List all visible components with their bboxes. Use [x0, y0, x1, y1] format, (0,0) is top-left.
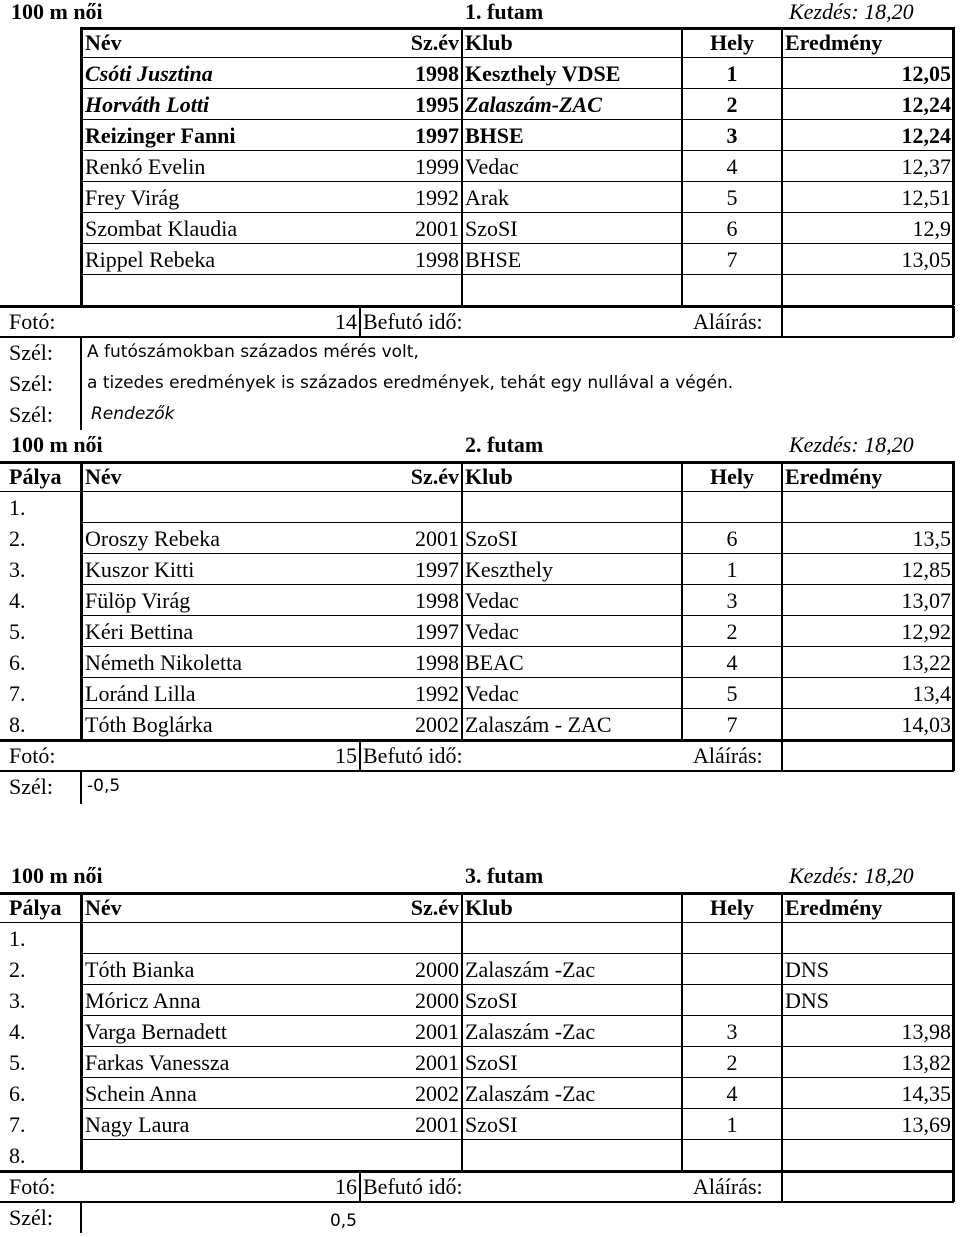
- club: BEAC: [465, 650, 524, 675]
- result: 12,51: [901, 185, 951, 210]
- event-title: 100 m női: [11, 432, 103, 457]
- col-result-header: Eredmény: [785, 30, 883, 55]
- heat3-title-row: [0, 860, 960, 891]
- table-border: [80, 892, 83, 1171]
- table-border: [82, 212, 954, 213]
- club: Vedac: [465, 681, 519, 706]
- table-row: [0, 244, 960, 275]
- event-title: 100 m női: [11, 863, 103, 888]
- lane: 3.: [9, 988, 26, 1013]
- club: SzoSI: [465, 1112, 518, 1137]
- result: 12,05: [901, 61, 951, 86]
- club: Keszthely VDSE: [465, 61, 621, 86]
- heat2-header-row: [0, 461, 960, 492]
- athlete-name: Tóth Bianka: [85, 957, 195, 982]
- athlete-name: Kuszor Kitti: [85, 557, 195, 582]
- birth-year: 1999: [415, 154, 459, 179]
- place: 1: [726, 557, 738, 582]
- table-border: [82, 150, 954, 151]
- table-row: [0, 1016, 960, 1047]
- col-name-header: Név: [85, 30, 122, 55]
- col-lane-header: Pálya: [9, 895, 62, 920]
- heat3-photo-row: [0, 1171, 960, 1202]
- club: Arak: [465, 185, 509, 210]
- table-row: [0, 151, 960, 182]
- club: Zalaszám -Zac: [465, 1019, 596, 1044]
- table-row: [0, 678, 960, 709]
- table-border: [781, 740, 783, 771]
- heat1-wind-row: [0, 337, 960, 368]
- table-border: [952, 306, 955, 337]
- table-border: [952, 892, 955, 1171]
- place: 2: [726, 1050, 738, 1075]
- table-border: [82, 88, 954, 89]
- signature-label: Aláírás:: [693, 309, 763, 334]
- start-time: Kezdés: 18,20: [789, 432, 914, 457]
- table-border: [952, 740, 955, 771]
- col-result-header: Eredmény: [785, 895, 883, 920]
- athlete-name: Schein Anna: [85, 1081, 197, 1106]
- heat2-wind-row: [0, 771, 960, 802]
- table-row: [0, 709, 960, 740]
- lane: 6.: [9, 650, 26, 675]
- table-border: [952, 27, 955, 305]
- table-border: [359, 1171, 361, 1202]
- start-time: Kezdés: 18,20: [789, 0, 914, 24]
- lane: 5.: [9, 1050, 26, 1075]
- lane: 4.: [9, 588, 26, 613]
- table-border: [82, 57, 954, 58]
- result: 13,98: [901, 1019, 951, 1044]
- athlete-name: Németh Nikoletta: [85, 650, 243, 675]
- result: 13,69: [901, 1112, 951, 1137]
- table-row: [0, 1109, 960, 1140]
- table-row: [0, 554, 960, 585]
- result: 12,92: [901, 619, 951, 644]
- heat-title: 1. futam: [465, 0, 544, 24]
- table-border: [82, 953, 954, 954]
- heat1-photo-row: [0, 306, 960, 337]
- athlete-name: Renkó Evelin: [85, 154, 206, 179]
- athlete-name: Móricz Anna: [85, 988, 201, 1013]
- athlete-name: Tóth Boglárka: [85, 712, 213, 737]
- lane: 8.: [9, 1143, 26, 1168]
- birth-year: 1997: [415, 619, 459, 644]
- wind-label: Szél:: [9, 371, 53, 396]
- table-border: [82, 1139, 954, 1140]
- heat2-title-row: [0, 429, 960, 460]
- table-border: [80, 27, 83, 305]
- result: DNS: [785, 957, 830, 982]
- club: Vedac: [465, 619, 519, 644]
- col-year-header: Sz.év: [410, 464, 459, 489]
- birth-year: 2001: [415, 216, 459, 241]
- lane: 1.: [9, 926, 26, 951]
- table-border: [82, 1077, 954, 1078]
- wind-label: Szél:: [9, 1205, 53, 1230]
- athlete-name: Loránd Lilla: [85, 681, 196, 706]
- lane: 8.: [9, 712, 26, 737]
- table-border: [82, 119, 954, 120]
- birth-year: 1998: [415, 650, 459, 675]
- lane: 7.: [9, 1112, 26, 1137]
- table-border: [82, 274, 954, 275]
- birth-year: 2000: [415, 957, 459, 982]
- table-border: [359, 306, 361, 337]
- lane: 6.: [9, 1081, 26, 1106]
- table-border: [82, 677, 954, 678]
- place: 5: [726, 185, 738, 210]
- table-border: [0, 922, 954, 923]
- table-border: [461, 461, 463, 740]
- heat1-header-row: [0, 27, 960, 58]
- birth-year: 2001: [415, 1019, 459, 1044]
- place: 3: [726, 588, 738, 613]
- table-border: [80, 461, 83, 740]
- table-border: [781, 1171, 783, 1202]
- club: Vedac: [465, 154, 519, 179]
- table-border: [681, 461, 683, 740]
- birth-year: 1992: [415, 185, 459, 210]
- table-row: [0, 1078, 960, 1109]
- athlete-name: Horváth Lotti: [85, 92, 210, 117]
- club: BHSE: [465, 123, 524, 148]
- col-lane-header: Pálya: [9, 464, 62, 489]
- table-border: [82, 1015, 954, 1016]
- table-border: [0, 461, 954, 464]
- table-row: [0, 492, 960, 523]
- table-border: [80, 1203, 82, 1233]
- table-border: [80, 338, 82, 430]
- result: 13,07: [901, 588, 951, 613]
- heat1-wind-row: [0, 368, 960, 399]
- table-border: [0, 1201, 954, 1203]
- club: Vedac: [465, 588, 519, 613]
- photo-label: Fotó:: [9, 309, 56, 334]
- event-title: 100 m női: [11, 0, 103, 24]
- table-border: [80, 772, 82, 804]
- birth-year: 1998: [415, 588, 459, 613]
- athlete-name: Oroszy Rebeka: [85, 526, 221, 551]
- col-name-header: Név: [85, 464, 122, 489]
- table-border: [82, 522, 954, 523]
- col-place-header: Hely: [710, 30, 754, 55]
- col-name-header: Név: [85, 895, 122, 920]
- lane: 5.: [9, 619, 26, 644]
- table-border: [82, 584, 954, 585]
- place: [682, 985, 782, 1016]
- table-row: [0, 1047, 960, 1078]
- note-line: a tizedes eredmények is százados eredmények, tehát egy nullával a végén.: [87, 373, 734, 393]
- result: 12,24: [901, 92, 951, 117]
- table-row: [0, 954, 960, 985]
- club: SzoSI: [465, 988, 518, 1013]
- table-border: [82, 708, 954, 709]
- heat-title: 3. futam: [465, 863, 544, 888]
- place: 6: [726, 526, 738, 551]
- table-row: [0, 985, 960, 1016]
- organizers-note: Rendezők: [91, 404, 175, 424]
- table-row: [0, 923, 960, 954]
- table-border: [0, 305, 954, 308]
- birth-year: 1992: [415, 681, 459, 706]
- lane: 4.: [9, 1019, 26, 1044]
- place: 5: [726, 681, 738, 706]
- table-border: [82, 615, 954, 616]
- wind-label: Szél:: [9, 402, 53, 427]
- wind-value: -0,5: [87, 776, 121, 796]
- table-row: [0, 523, 960, 554]
- table-border: [0, 491, 954, 492]
- lane: 1.: [9, 495, 26, 520]
- athlete-name: Frey Virág: [85, 185, 180, 210]
- club: SzoSI: [465, 526, 518, 551]
- place: 6: [726, 216, 738, 241]
- table-row: [0, 213, 960, 244]
- table-border: [781, 306, 783, 337]
- place: 2: [726, 619, 738, 644]
- place: 7: [726, 712, 738, 737]
- table-row: [0, 1140, 960, 1171]
- birth-year: 1997: [415, 557, 459, 582]
- athlete-name: Farkas Vanessza: [85, 1050, 230, 1075]
- table-border: [0, 1170, 954, 1173]
- athlete-name: Kéri Bettina: [85, 619, 194, 644]
- finish-time-label: Befutó idő:: [363, 743, 463, 768]
- result: 12,24: [901, 123, 951, 148]
- table-border: [781, 461, 783, 740]
- club: Zalaszám -Zac: [465, 1081, 596, 1106]
- table-row: [0, 58, 960, 89]
- photo-value: 15: [335, 743, 357, 768]
- note-line: A futószámokban százados mérés volt,: [87, 342, 419, 362]
- athlete-name: Varga Bernadett: [85, 1019, 227, 1044]
- table-border: [82, 984, 954, 985]
- table-row: [0, 616, 960, 647]
- birth-year: 1995: [415, 92, 459, 117]
- heat2-photo-row: [0, 740, 960, 771]
- table-row: [0, 182, 960, 213]
- col-place-header: Hely: [710, 895, 754, 920]
- place: 1: [726, 61, 738, 86]
- table-border: [952, 461, 955, 740]
- heat1-title-row: [0, 0, 960, 27]
- lane: 2.: [9, 957, 26, 982]
- birth-year: 2000: [415, 988, 459, 1013]
- birth-year: 2001: [415, 526, 459, 551]
- club: Zalaszám-ZAC: [465, 92, 602, 117]
- photo-value: 14: [335, 309, 357, 334]
- table-border: [461, 892, 463, 1171]
- signature-label: Aláírás:: [693, 743, 763, 768]
- heat3-header-row: [0, 892, 960, 923]
- col-club-header: Klub: [465, 895, 513, 920]
- birth-year: 1997: [415, 123, 459, 148]
- table-border: [0, 892, 954, 895]
- lane: 2.: [9, 526, 26, 551]
- place: 3: [726, 1019, 738, 1044]
- heat1-wind-row: [0, 399, 960, 430]
- heat3-wind-row: [0, 1202, 960, 1233]
- photo-label: Fotó:: [9, 1174, 56, 1199]
- table-border: [82, 1108, 954, 1109]
- birth-year: 1998: [415, 247, 459, 272]
- club: BHSE: [465, 247, 522, 272]
- table-row: [0, 585, 960, 616]
- table-border: [82, 1046, 954, 1047]
- club: Zalaszám -Zac: [465, 957, 596, 982]
- table-border: [82, 243, 954, 244]
- wind-label: Szél:: [9, 774, 53, 799]
- result: 12,85: [901, 557, 951, 582]
- table-border: [0, 336, 954, 338]
- table-border: [82, 181, 954, 182]
- club: Zalaszám - ZAC: [465, 712, 612, 737]
- place: 2: [726, 92, 738, 117]
- table-border: [82, 646, 954, 647]
- table-border: [0, 770, 954, 772]
- result: 13,05: [901, 247, 951, 272]
- club: SzoSI: [465, 216, 518, 241]
- result: 13,82: [901, 1050, 951, 1075]
- result: 14,03: [901, 712, 951, 737]
- col-club-header: Klub: [465, 30, 513, 55]
- table-row: [0, 647, 960, 678]
- place: 1: [726, 1112, 738, 1137]
- table-border: [681, 892, 683, 1171]
- result: 13,5: [912, 526, 951, 551]
- place: 4: [726, 154, 738, 179]
- table-border: [781, 892, 783, 1171]
- place: 7: [726, 247, 738, 272]
- wind-value: 0,5: [329, 1211, 357, 1231]
- athlete-name: Szombat Klaudia: [85, 216, 238, 241]
- table-border: [781, 27, 783, 305]
- col-year-header: Sz.év: [410, 895, 459, 920]
- place: 4: [726, 650, 738, 675]
- table-row: [0, 89, 960, 120]
- col-year-header: Sz.év: [410, 30, 459, 55]
- place: 3: [726, 123, 738, 148]
- table-border: [681, 27, 683, 305]
- birth-year: 2002: [415, 1081, 459, 1106]
- result: 12,37: [901, 154, 951, 179]
- athlete-name: Fülöp Virág: [85, 588, 191, 613]
- athlete-name: Rippel Rebeka: [85, 247, 216, 272]
- col-club-header: Klub: [465, 464, 513, 489]
- col-result-header: Eredmény: [785, 464, 883, 489]
- result: 12,9: [912, 216, 951, 241]
- finish-time-label: Befutó idő:: [363, 1174, 463, 1199]
- athlete-name: Reizinger Fanni: [85, 123, 236, 148]
- club: SzoSI: [465, 1050, 518, 1075]
- finish-time-label: Befutó idő:: [363, 309, 463, 334]
- start-time: Kezdés: 18,20: [789, 863, 914, 888]
- athlete-name: Csóti Jusztina: [85, 61, 213, 86]
- col-place-header: Hely: [710, 464, 754, 489]
- result: 14,35: [901, 1081, 951, 1106]
- birth-year: 2002: [415, 712, 459, 737]
- lane: 3.: [9, 557, 26, 582]
- wind-label: Szél:: [9, 340, 53, 365]
- place: [682, 954, 782, 985]
- table-border: [0, 739, 954, 742]
- athlete-name: Nagy Laura: [85, 1112, 190, 1137]
- heat-title: 2. futam: [465, 432, 544, 457]
- birth-year: 1998: [415, 61, 459, 86]
- result: 13,22: [901, 650, 951, 675]
- signature-label: Aláírás:: [693, 1174, 763, 1199]
- result: DNS: [785, 988, 830, 1013]
- table-row: [0, 120, 960, 151]
- birth-year: 2001: [415, 1050, 459, 1075]
- table-border: [461, 27, 463, 305]
- table-border: [82, 27, 954, 30]
- table-border: [952, 1171, 955, 1202]
- photo-label: Fotó:: [9, 743, 56, 768]
- birth-year: 2001: [415, 1112, 459, 1137]
- table-border: [359, 740, 361, 771]
- place: 4: [726, 1081, 738, 1106]
- result: 13,4: [912, 681, 951, 706]
- photo-value: 16: [335, 1174, 357, 1199]
- table-border: [82, 553, 954, 554]
- club: Keszthely: [465, 557, 553, 582]
- lane: 7.: [9, 681, 26, 706]
